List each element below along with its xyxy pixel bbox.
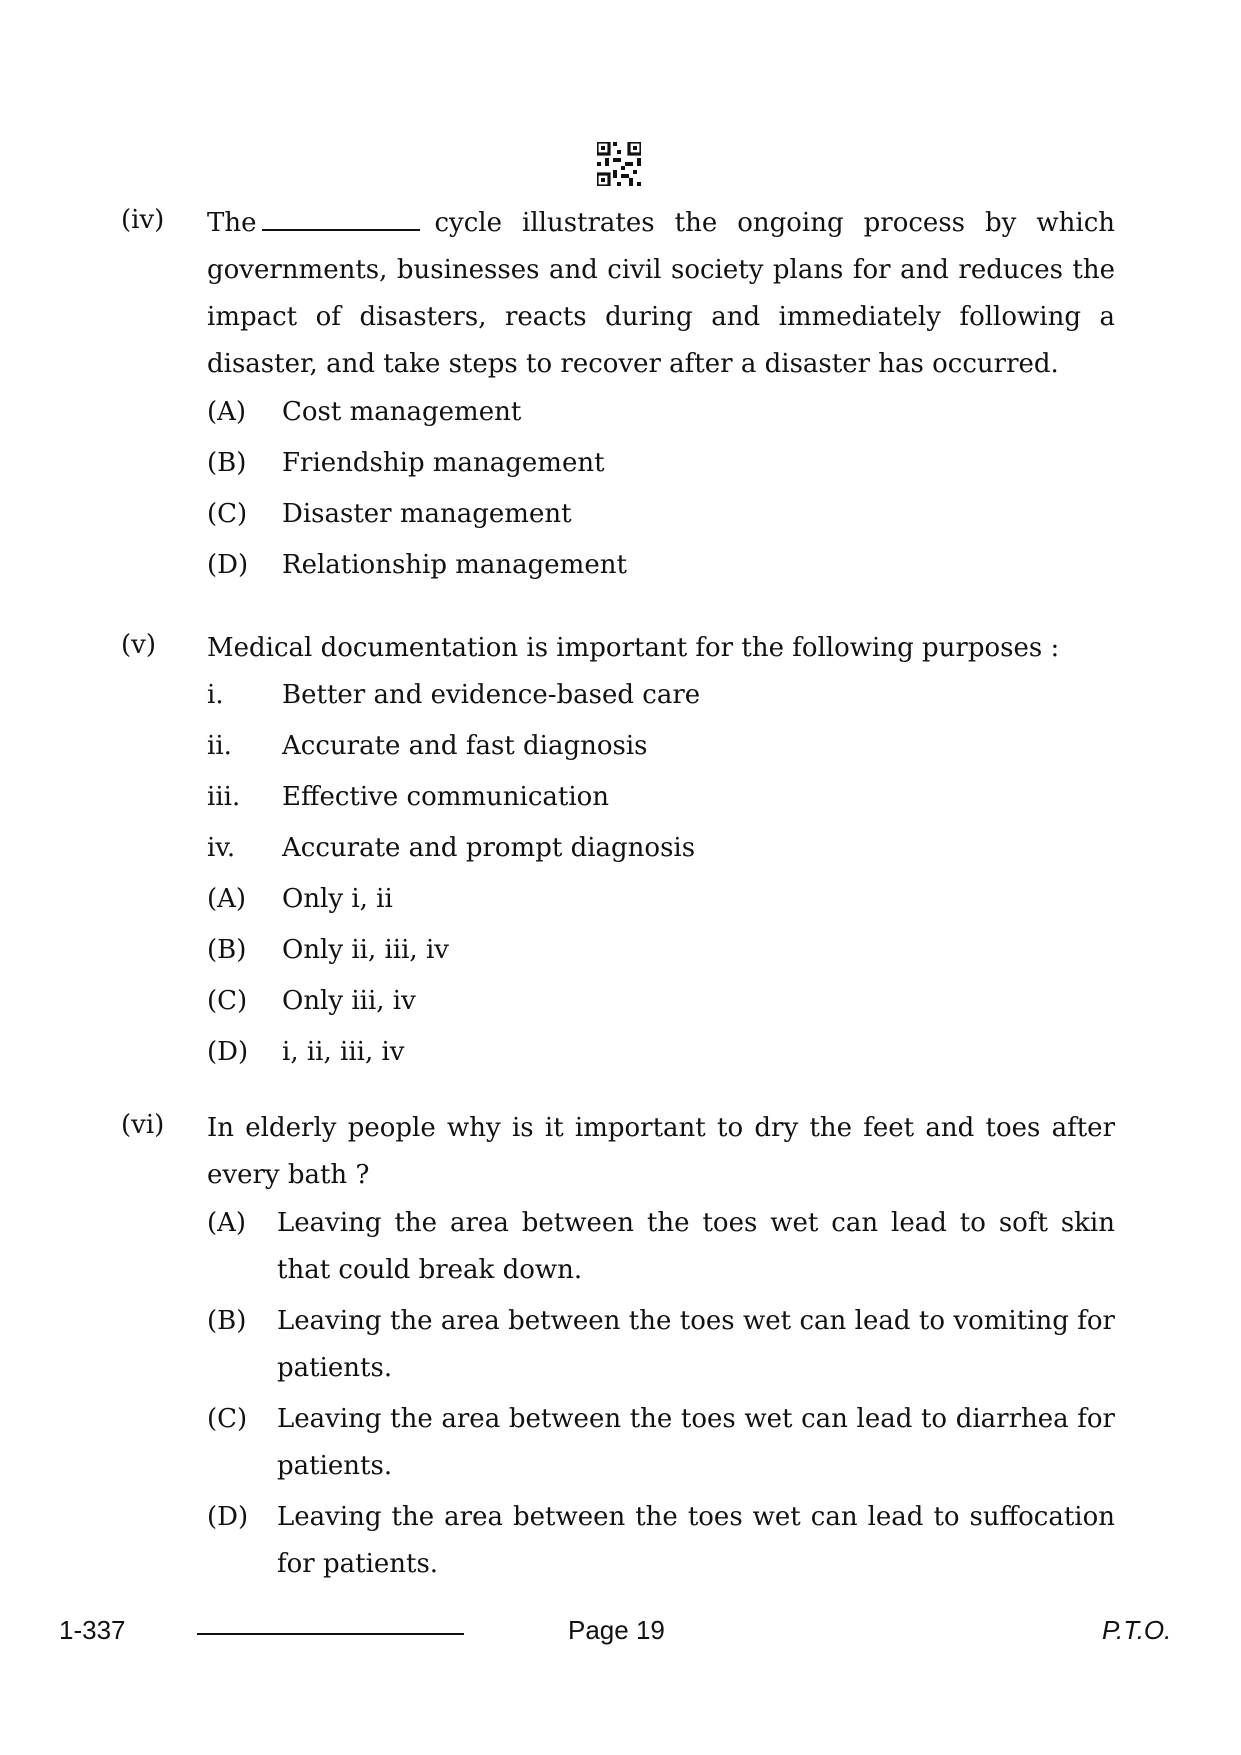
page-number: Page 19	[568, 1615, 665, 1645]
option-a[interactable]: (A) Cost management	[207, 397, 522, 427]
statement-item: ii. Accurate and fast diagnosis	[207, 731, 648, 761]
statement-item: iii. Effective communication	[207, 782, 610, 812]
option-c[interactable]: (C) Disaster management	[207, 499, 572, 529]
statement-item: iv. Accurate and prompt diagnosis	[207, 833, 696, 863]
option-c[interactable]: (C) Leaving the area between the toes wet can lead to diarrhea for patients.	[207, 1404, 1115, 1481]
question-text: Medical documentation is important for the following purposes :	[207, 633, 1060, 663]
qr-code-icon	[597, 142, 641, 186]
question-text: In elderly people why is it important to dry the feet and toes after every bath ?	[207, 1113, 1115, 1190]
paper-code: 1-337	[59, 1615, 126, 1645]
option-b[interactable]: (B) Friendship management	[207, 448, 605, 478]
options-list	[207, 392, 1115, 596]
option-d[interactable]: (D) Relationship management	[207, 550, 627, 580]
statement-item: i. Better and evidence-based care	[207, 680, 701, 710]
option-b[interactable]: (B) Only ii, iii, iv	[207, 935, 449, 965]
option-d[interactable]: (D) i, ii, iii, iv	[207, 1037, 405, 1067]
question-number: (vi)	[121, 1110, 165, 1140]
option-c[interactable]: (C) Only iii, iv	[207, 986, 416, 1016]
pto-label: P.T.O.	[1102, 1615, 1172, 1645]
option-b[interactable]: (B) Leaving the area between the toes wet can lead to vomiting for patients.	[207, 1306, 1115, 1383]
fill-in-blank	[262, 209, 420, 231]
options-list	[207, 1200, 1115, 1592]
footer-divider	[197, 1633, 464, 1635]
option-d[interactable]: (D) Leaving the area between the toes wet can lead to suffocation for patients.	[207, 1502, 1115, 1579]
question-text: The cycle illustrates the ongoing process by which governments, businesses and civil society plans for and reduces the impact of disasters, reacts during and immediately following a disaster, and take steps to recover after a disaster has occurred.	[207, 208, 1115, 379]
question-number: (v)	[121, 630, 156, 660]
option-a[interactable]: (A) Leaving the area between the toes wet can lead to soft skin that could break down.	[207, 1208, 1115, 1285]
option-a[interactable]: (A) Only i, ii	[207, 884, 393, 914]
question-number: (iv)	[121, 205, 165, 235]
statement-list	[207, 675, 1115, 1083]
